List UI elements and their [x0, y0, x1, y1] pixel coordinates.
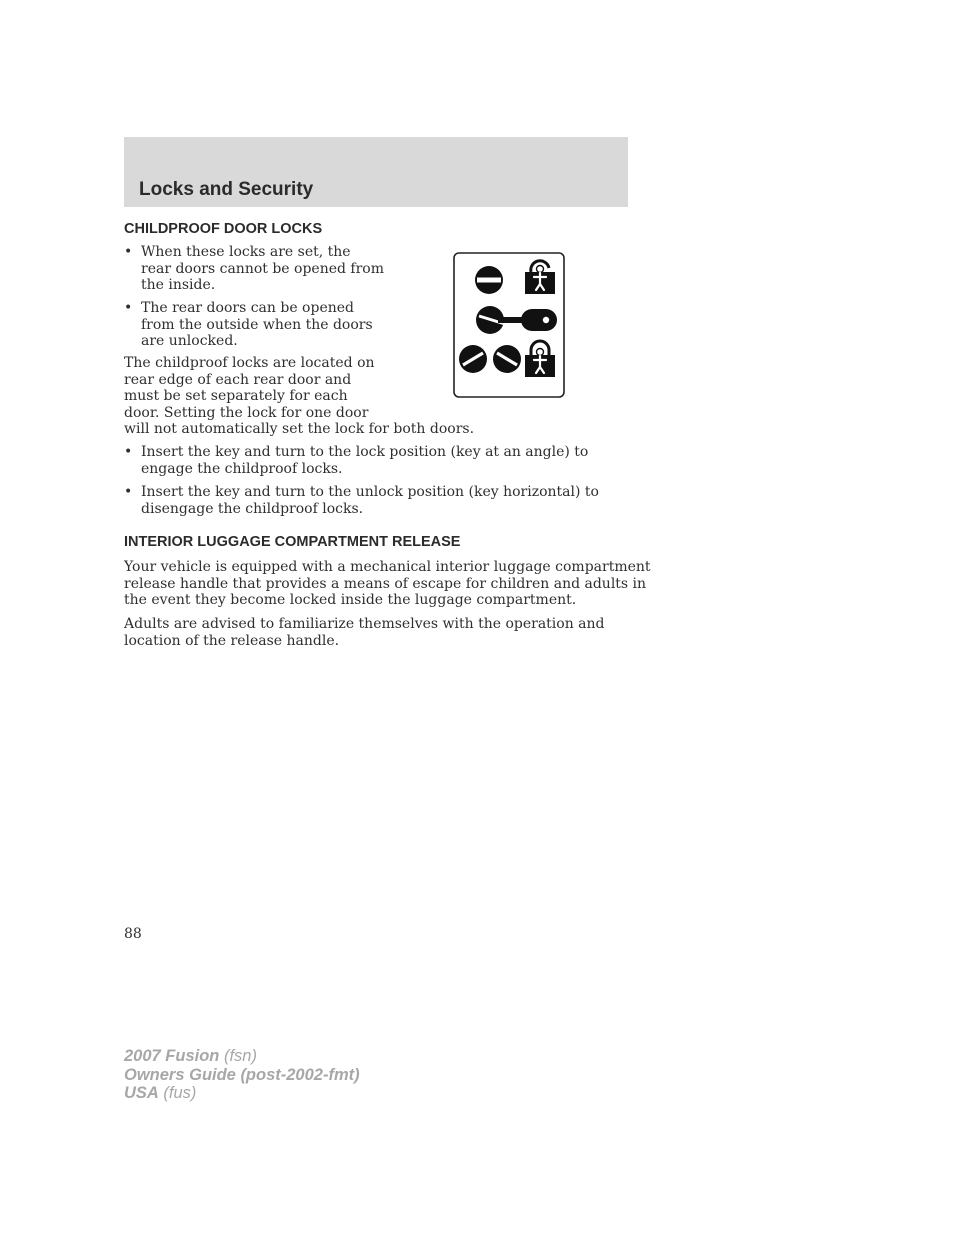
- bullet-item: [124, 484, 599, 517]
- footer-line: Owners Guide (post-2002-fmt): [124, 1065, 360, 1084]
- bullet-item: [124, 244, 384, 294]
- adults-advice-paragraph: Adults are advised to familiarize themselves with the operation and location of the release handle.: [124, 616, 605, 649]
- footer-line: 2007 Fusion (fsn): [124, 1047, 257, 1065]
- bullet-text: Insert the key and turn to the lock position (key at an angle) to engage the childproof locks.: [141, 444, 589, 477]
- childproof-lock-figure: [453, 252, 565, 398]
- header-band: [124, 137, 628, 207]
- section-heading-childproof-locks: CHILDPROOF DOOR LOCKS: [124, 221, 323, 237]
- bullet-dot: •: [124, 244, 133, 260]
- bullet-item: [124, 300, 373, 350]
- bullet-dot: •: [124, 484, 133, 500]
- lock-slot-icon: [493, 345, 521, 373]
- bullet-dot: •: [124, 300, 133, 316]
- childproof-location-paragraph: The childproof locks are located on rear edge of each rear door and must be set separately for each door. Setting the lock for one door will not automatically set the lock for both doors.: [124, 355, 475, 437]
- footer-line: USA (fus): [124, 1084, 197, 1102]
- page-number: 88: [124, 926, 142, 942]
- lock-slot-icon: [459, 345, 487, 373]
- bullet-item: [124, 444, 588, 477]
- luggage-release-paragraph: Your vehicle is equipped with a mechanical interior luggage compartment release handle that provides a means of escape for children and adults in the event they become locked inside the luggage compartment.: [124, 559, 651, 608]
- bullet-text: Insert the key and turn to the unlock position (key horizontal) to disengage the childproof locks.: [141, 484, 599, 517]
- footer-document-id: [124, 1047, 360, 1103]
- lock-slot-icon: [475, 266, 503, 294]
- section-heading-luggage-release: INTERIOR LUGGAGE COMPARTMENT RELEASE: [124, 534, 461, 550]
- bullet-text: The rear doors can be opened from the outside when the doors are unlocked.: [141, 300, 373, 349]
- page-title: Locks and Security: [139, 179, 314, 200]
- bullet-text: When these locks are set, the rear doors cannot be opened from the inside.: [141, 244, 385, 293]
- bullet-dot: •: [124, 444, 133, 460]
